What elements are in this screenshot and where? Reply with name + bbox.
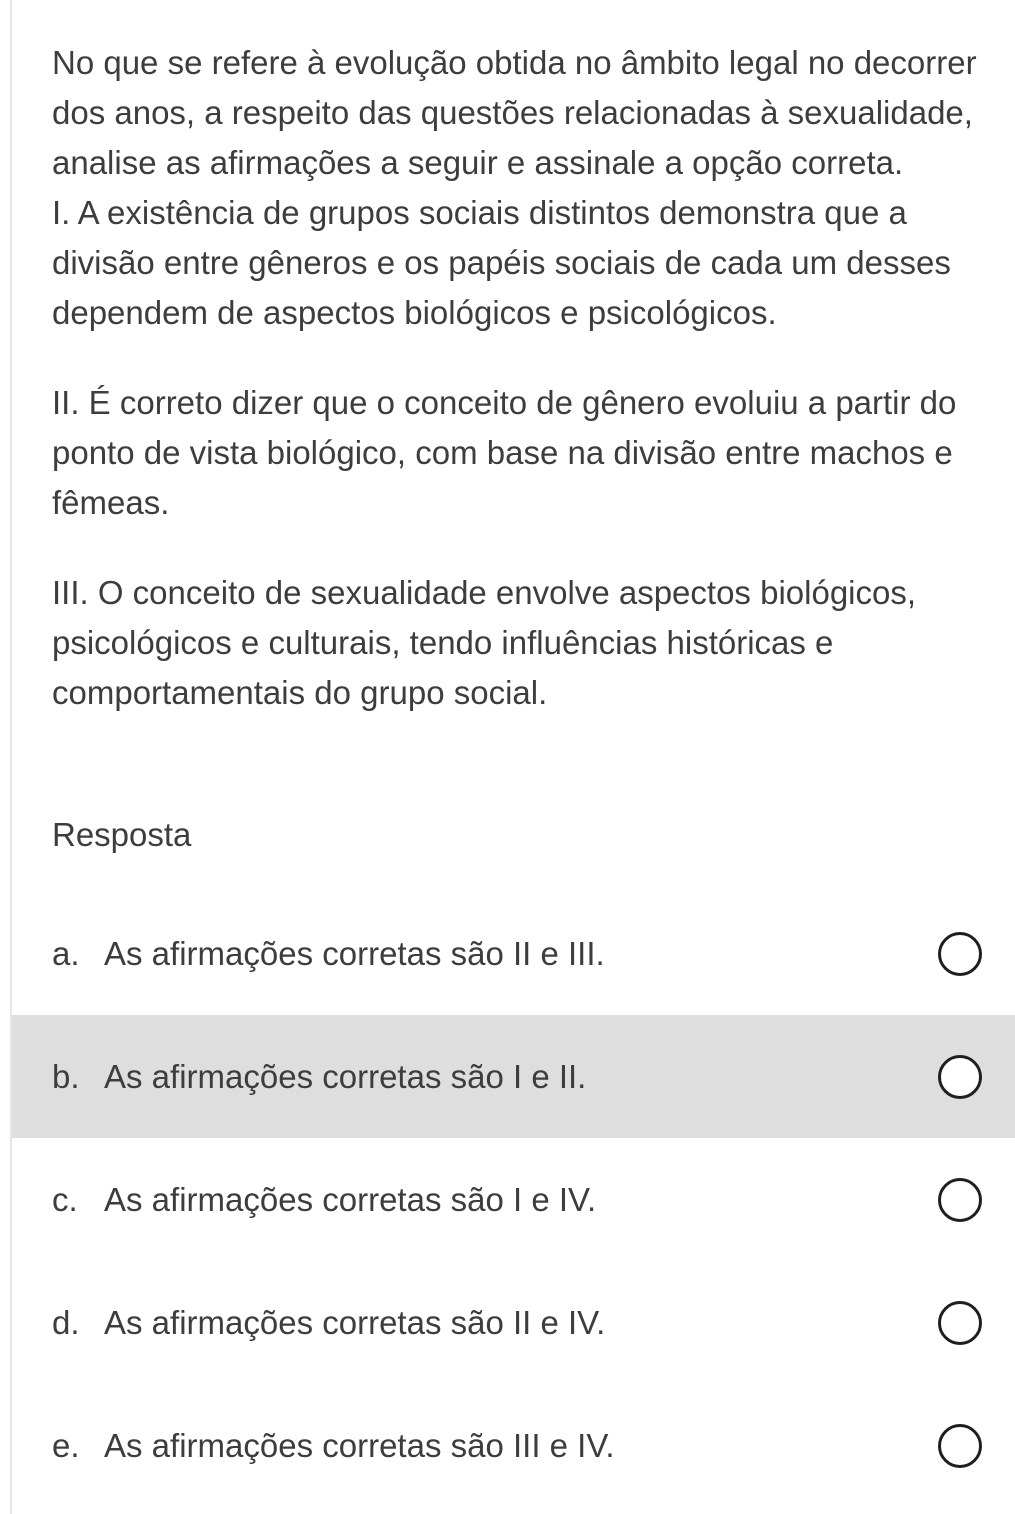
option-letter: c. <box>52 1180 78 1218</box>
option-letter: d. <box>52 1303 80 1341</box>
radio-button-icon[interactable] <box>938 1301 982 1345</box>
question-text <box>52 38 982 718</box>
radio-button-icon[interactable] <box>938 1055 982 1099</box>
option-b[interactable] <box>12 1015 1015 1138</box>
option-text: As afirmações corretas são I e IV. <box>104 1180 597 1218</box>
option-text: As afirmações corretas são II e III. <box>104 934 605 972</box>
option-a[interactable] <box>12 892 1015 1015</box>
option-c[interactable] <box>12 1138 1015 1261</box>
option-letter: a. <box>52 934 80 972</box>
question-intro: No que se refere à evolução obtida no âmbito legal no decorrer dos anos, a respeito das questões relacionadas à sexualidade, analise as afirmações a seguir e assinale a opção correta. <box>52 44 977 181</box>
option-text: As afirmações corretas são I e II. <box>104 1057 587 1095</box>
option-e[interactable] <box>12 1384 1015 1507</box>
option-text: As afirmações corretas são II e IV. <box>104 1303 606 1341</box>
option-d[interactable] <box>12 1261 1015 1384</box>
statement-i: I. A existência de grupos sociais distintos demonstra que a divisão entre gêneros e os papéis sociais de cada um desses dependem de aspectos biológicos e psicológicos. <box>52 194 951 331</box>
radio-button-icon[interactable] <box>938 1424 982 1468</box>
radio-button-icon[interactable] <box>938 1178 982 1222</box>
option-letter: e. <box>52 1426 80 1464</box>
statement-ii: II. É correto dizer que o conceito de gênero evoluiu a partir do ponto de vista biológico, com base na divisão entre machos e fêmeas. <box>52 384 957 521</box>
answer-options <box>12 892 1015 1507</box>
option-text: As afirmações corretas são III e IV. <box>104 1426 615 1464</box>
statement-iii: III. O conceito de sexualidade envolve aspectos biológicos, psicológicos e culturais, tendo influências históricas e comportamentais do grupo social. <box>52 574 917 711</box>
option-letter: b. <box>52 1057 80 1095</box>
answer-label: Resposta <box>52 816 192 853</box>
radio-button-icon[interactable] <box>938 932 982 976</box>
